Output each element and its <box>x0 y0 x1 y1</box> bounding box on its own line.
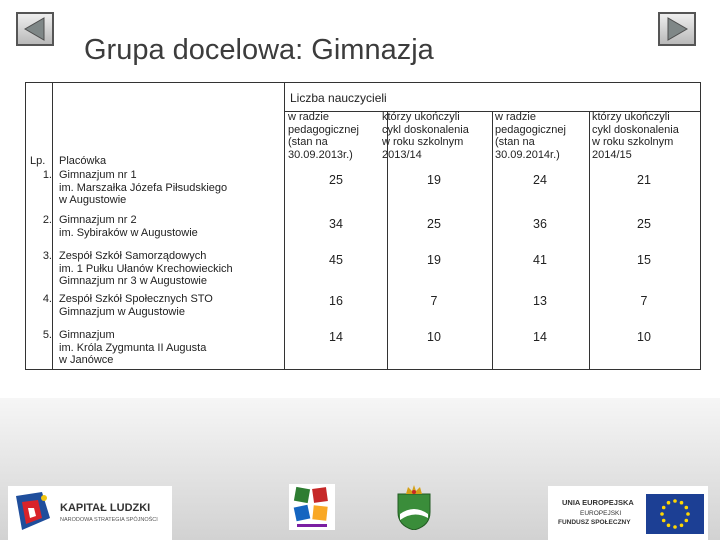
row-number: 2. <box>42 214 52 226</box>
augustow-coat-of-arms <box>396 484 432 530</box>
table-cell: 10 <box>427 330 441 344</box>
next-slide-button[interactable] <box>658 12 696 46</box>
group-header: Liczba nauczycieli <box>290 91 387 105</box>
colorful-puzzle-logo <box>289 484 335 530</box>
table-cell: 24 <box>533 173 547 187</box>
triangle-right-icon <box>660 14 694 44</box>
table-cell: 19 <box>427 173 441 187</box>
eu-flag-icon <box>646 494 704 534</box>
column-header: którzy ukończyli cykl doskonalenia w roku szkolnym 2013/14 <box>382 111 469 161</box>
table-cell: 7 <box>640 294 648 308</box>
eu-line1: UNIA EUROPEJSKA <box>562 498 634 507</box>
column-header: którzy ukończyli cykl doskonalenia w roku szkolnym 2014/15 <box>592 111 679 161</box>
coat-of-arms-icon <box>396 484 432 530</box>
puzzle-icon <box>289 484 335 530</box>
kl-title: KAPITAŁ LUDZKI <box>60 502 151 514</box>
table-cell: 36 <box>533 217 547 231</box>
table-cell: 14 <box>329 330 343 344</box>
table-divider <box>52 83 53 369</box>
row-number: 5. <box>42 329 52 341</box>
table-cell: 25 <box>637 217 651 231</box>
slide-title: Grupa docelowa: Gimnazja <box>84 34 434 66</box>
school-name: Gimnazjum im. Króla Zygmunta II Augusta w Janówce <box>59 329 207 366</box>
column-header: w radzie pedagogicznej (stan na 30.09.2013r.) <box>288 111 359 161</box>
table-cell: 13 <box>533 294 547 308</box>
table-cell: 10 <box>637 330 651 344</box>
table-cell: 15 <box>637 253 651 267</box>
table-cell: 25 <box>329 173 343 187</box>
school-name: Zespół Szkół Samorządowych im. 1 Pułku Ułanów Krechowieckich Gimnazjum nr 3 w Augustowie <box>59 250 233 287</box>
row-number: 4. <box>42 293 52 305</box>
row-number: 1. <box>42 169 52 181</box>
table-cell: 25 <box>427 217 441 231</box>
school-name: Zespół Szkół Społecznych STO Gimnazjum w Augustowie <box>59 293 213 318</box>
lp-header: Lp. <box>30 155 46 167</box>
table-cell: 14 <box>533 330 547 344</box>
row-number: 3. <box>42 250 52 262</box>
eu-line3: FUNDUSZ SPOŁECZNY <box>558 519 631 526</box>
table-divider <box>284 83 285 369</box>
table-cell: 16 <box>329 294 343 308</box>
table-cell: 45 <box>329 253 343 267</box>
eu-efs-logo <box>548 486 708 540</box>
teachers-table <box>25 82 701 370</box>
table-cell: 34 <box>329 217 343 231</box>
table-cell: 19 <box>427 253 441 267</box>
table-cell: 21 <box>637 173 651 187</box>
table-cell: 7 <box>430 294 438 308</box>
eu-line2: EUROPEJSKI <box>580 510 622 517</box>
triangle-left-icon <box>18 14 52 44</box>
school-header: Placówka <box>59 155 107 167</box>
kapital-ludzki-emblem-icon <box>12 488 56 538</box>
previous-slide-button[interactable] <box>16 12 54 46</box>
kl-subtitle: NARODOWA STRATEGIA SPÓJNOŚCI <box>60 517 158 523</box>
school-name: Gimnazjum nr 1 im. Marszałka Józefa Piłsudskiego w Augustowie <box>59 169 228 206</box>
column-header: w radzie pedagogicznej (stan na 30.09.2014r.) <box>495 111 566 161</box>
kapital-ludzki-logo <box>8 486 172 540</box>
table-cell: 41 <box>533 253 547 267</box>
school-name: Gimnazjum nr 2 im. Sybiraków w Augustowie <box>59 214 198 239</box>
